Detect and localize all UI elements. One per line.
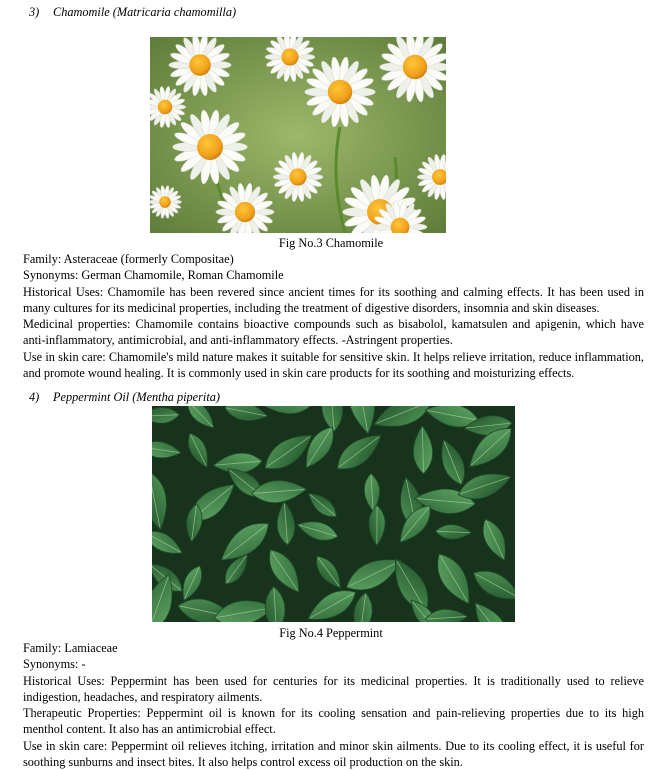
section-title: Chamomile (Matricaria chamomilla) [53, 5, 237, 19]
chamomile-photo [150, 37, 446, 233]
section-title: Peppermint Oil (Mentha piperita) [53, 390, 220, 404]
historical-uses-paragraph: Historical Uses: Peppermint has been used for centuries for its medicinal properties. It is traditionally used to relieve indigestion, headaches, and respiratory ailments. [23, 673, 644, 704]
section-heading-chamomile [29, 5, 236, 20]
historical-uses-paragraph: Historical Uses: Chamomile has been revered since ancient times for its soothing and calming effects. It has been used in many cultures for its medicinal properties, including the treatment of digestive disorders, insomnia and skin diseases. [23, 284, 644, 315]
chamomile-text [23, 251, 644, 381]
figure-caption-peppermint: Fig No.4 Peppermint [279, 626, 383, 640]
figure-caption-chamomile: Fig No.3 Chamomile [278, 236, 384, 250]
skin-care-paragraph: Use in skin care: Chamomile's mild nature makes it suitable for sensitive skin. It helps relieve irritation, reduce inflammation, and promote wound healing. It is commonly used in skin care products for its soothing and moisturizing effects. [23, 349, 644, 381]
family-line: Family: Asteraceae (formerly Compositae) [23, 252, 234, 266]
therapeutic-properties-paragraph: Therapeutic Properties: Peppermint oil is known for its cooling sensation and pain-relieving properties due to its high menthol content. It also has an antimicrobial effect. [23, 706, 644, 737]
section-heading-peppermint [29, 390, 220, 405]
synonyms-line: Synonyms: German Chamomile, Roman Chamomile [23, 268, 284, 283]
synonyms-line: Synonyms: - [23, 657, 86, 672]
family-line: Family: Lamiaceae [23, 641, 118, 655]
skin-care-paragraph: Use in skin care: Peppermint oil relieves itching, irritation and minor skin ailments. Due to its cooling effect, it is useful for soothing sunburns and insect bites. It also helps control excess oil production on the skin. [23, 738, 644, 770]
medicinal-properties-paragraph: Medicinal properties: Chamomile contains bioactive compounds such as bisabolol, kamatsulen and apigenin, which have anti-inflammatory, antimicrobial, and anti-inflammatory effects. -Astringent properties. [23, 317, 644, 348]
section-number: 3) [29, 5, 40, 19]
peppermint-photo [152, 406, 515, 622]
section-number: 4) [29, 390, 40, 404]
peppermint-text [23, 640, 644, 770]
